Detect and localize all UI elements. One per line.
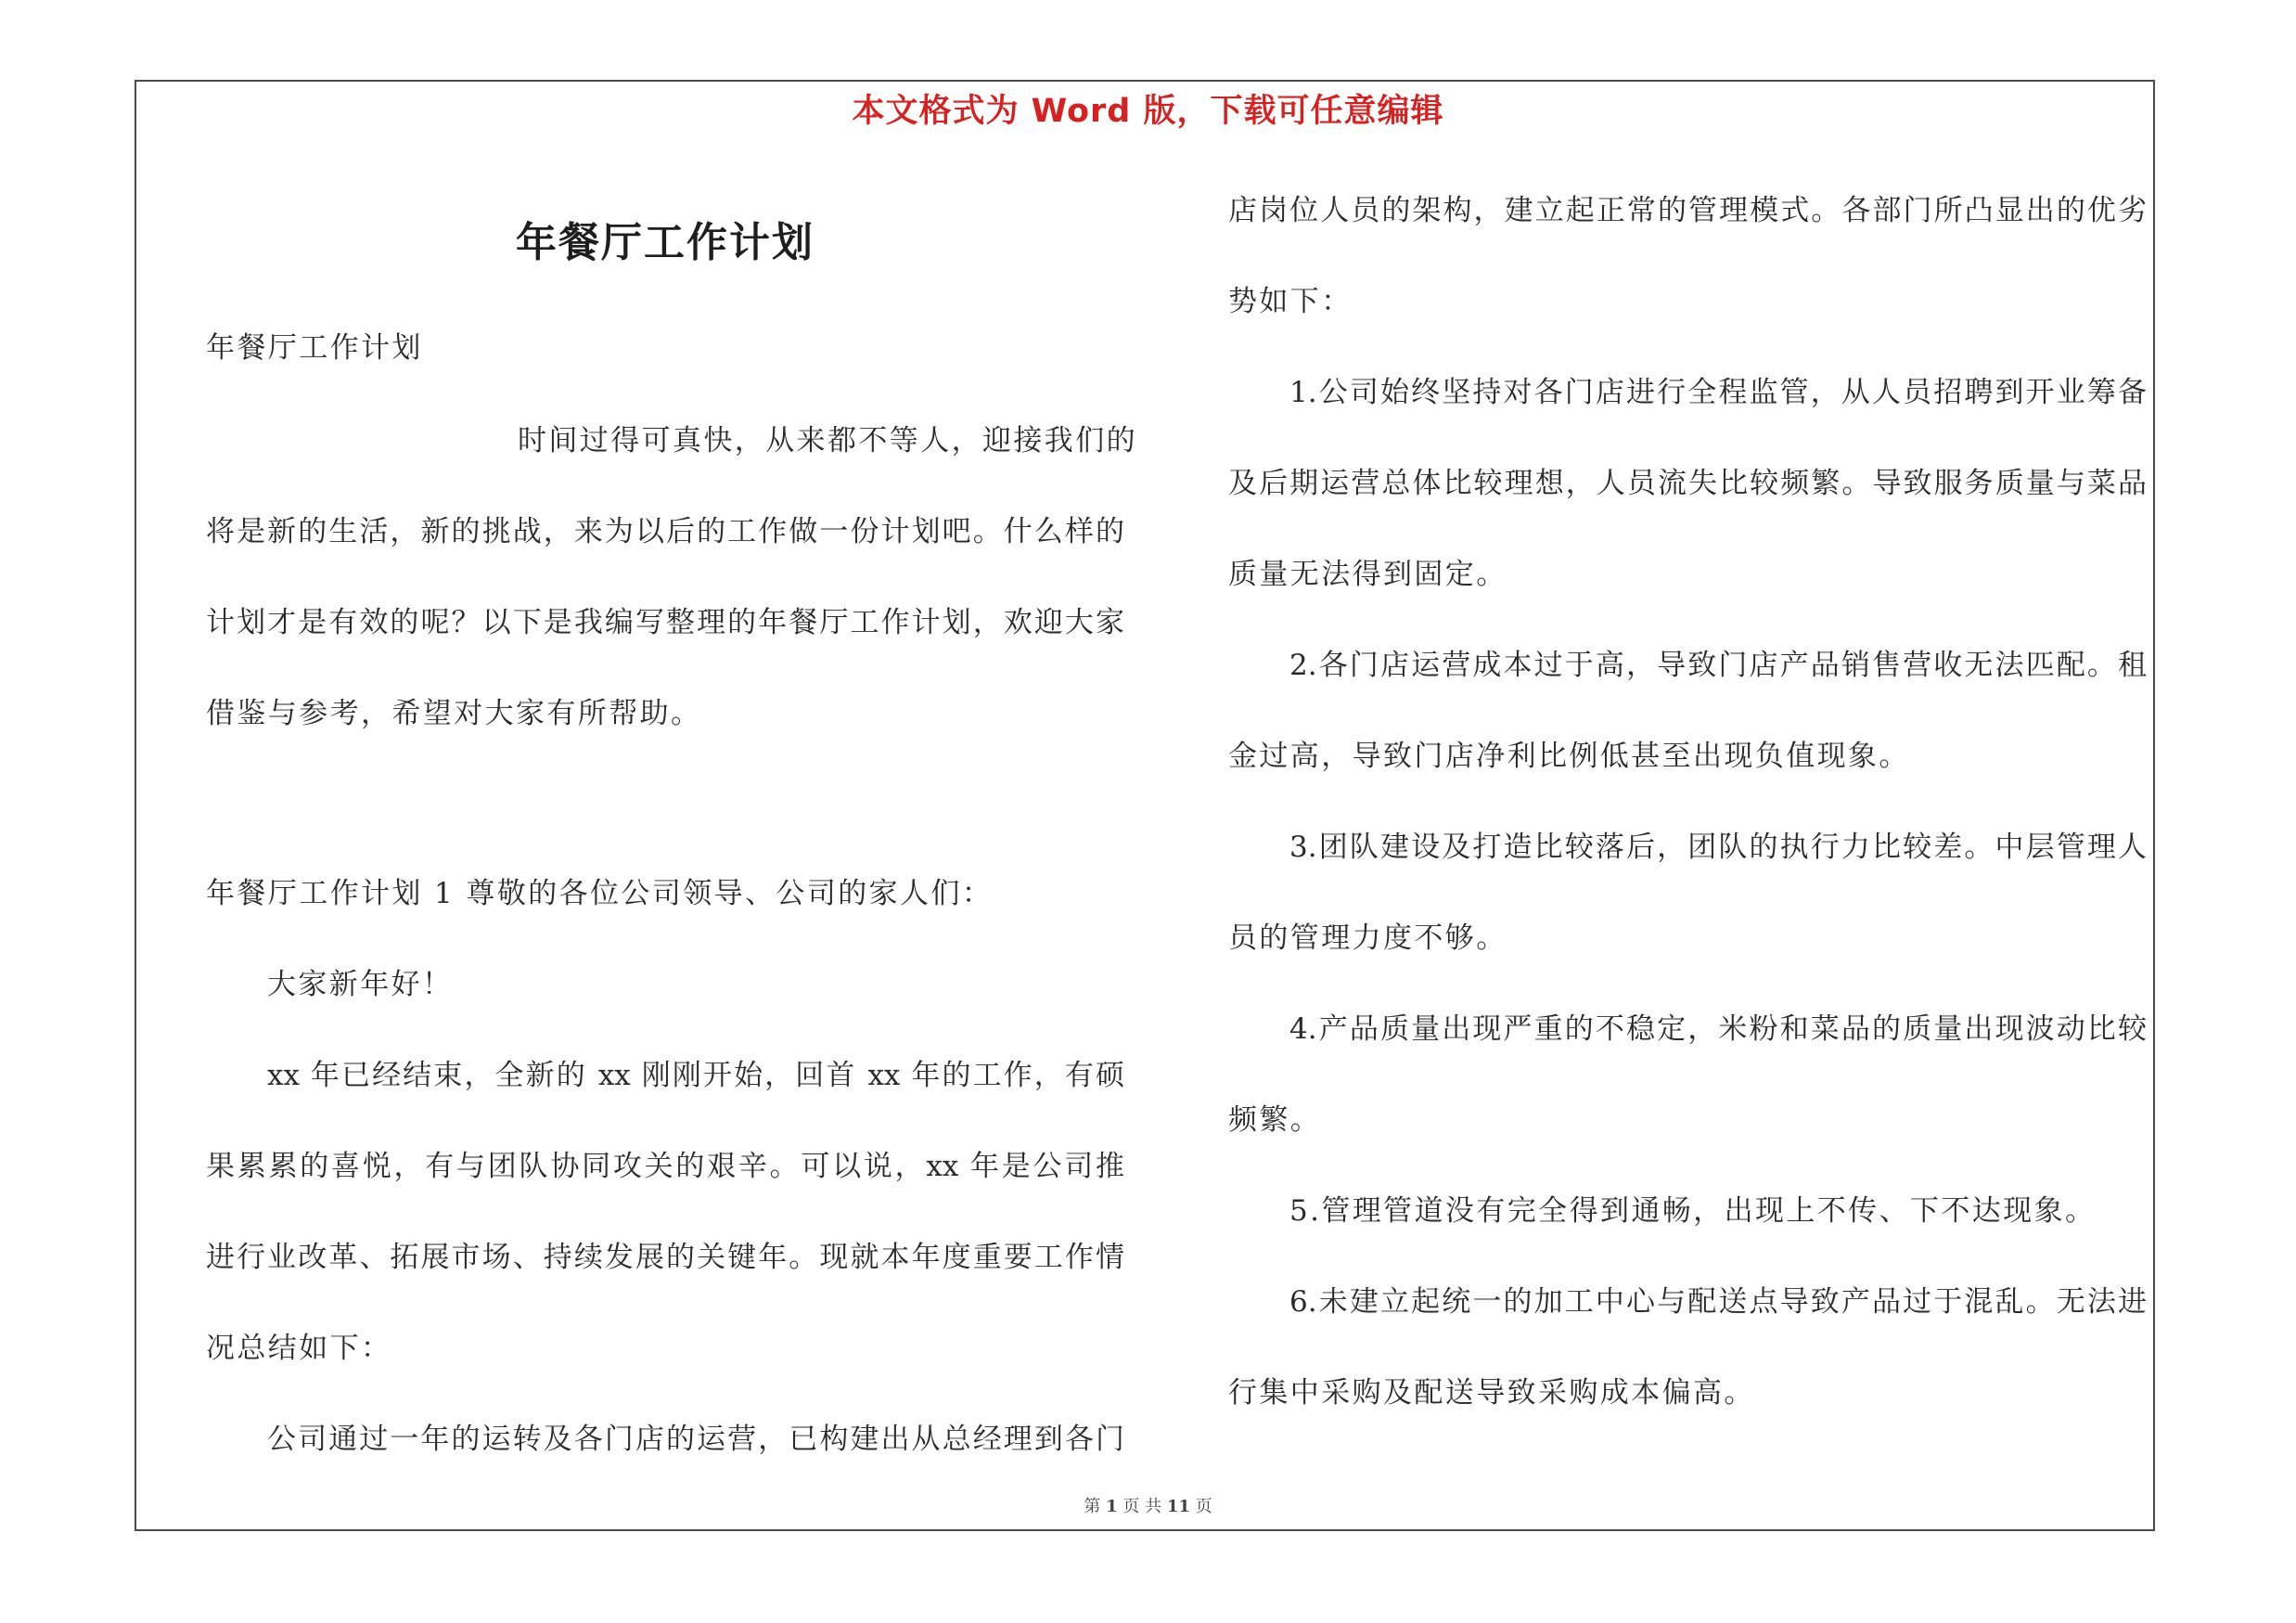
paragraph-line: 4.产品质量出现严重的不稳定，米粉和菜品的质量出现波动比较 (1289, 1012, 2147, 1046)
paragraph-line: 将是新的生活，新的挑战，来为以后的工作做一份计划吧。什么样的 (206, 515, 1124, 548)
paragraph-line: 公司通过一年的运转及各门店的运营，已构建出从总经理到各门 (267, 1423, 1124, 1456)
paragraph-line: 及后期运营总体比较理想，人员流失比较频繁。导致服务质量与菜品 (1228, 467, 2147, 500)
paragraph-line: 2.各门店运营成本过于高，导致门店产品销售营收无法匹配。租 (1289, 649, 2147, 682)
paragraph-line: 年餐厅工作计划 1 尊敬的各位公司领导、公司的家人们： (206, 877, 994, 910)
paragraph-line: 势如下： (1228, 285, 1353, 318)
paragraph-line: 员的管理力度不够。 (1228, 921, 1507, 955)
paragraph-line: xx 年已经结束，全新的 xx 刚刚开始，回首 xx 年的工作，有硕 (267, 1059, 1124, 1092)
paragraph-line: 时间过得可真快，从来都不等人，迎接我们的 (518, 424, 1137, 457)
paragraph-line: 频繁。 (1228, 1103, 1322, 1137)
paragraph-line: 借鉴与参考，希望对大家有所帮助。 (206, 697, 702, 730)
page-footer (0, 1493, 2296, 1517)
word-format-banner: 本文格式为 Word 版，下载可任意编辑 (852, 93, 1444, 130)
paragraph-line: 6.未建立起统一的加工中心与配送点导致产品过于混乱。无法进 (1289, 1285, 2147, 1319)
paragraph-line: 金过高，导致门店净利比例低甚至出现负值现象。 (1228, 740, 1910, 773)
paragraph-line: 进行业改革、拓展市场、持续发展的关键年。现就本年度重要工作情 (206, 1241, 1124, 1274)
paragraph-line: 质量无法得到固定。 (1228, 558, 1507, 591)
paragraph-line: 果累累的喜悦，有与团队协同攻关的艰辛。可以说，xx 年是公司推 (206, 1150, 1124, 1183)
footer-suffix: 页 (1195, 1497, 1212, 1516)
paragraph-line: 1.公司始终坚持对各门店进行全程监管，从人员招聘到开业筹备 (1289, 376, 2147, 409)
paragraph-line: 3.团队建设及打造比较落后，团队的执行力比较差。中层管理人 (1289, 831, 2147, 864)
current-page-number: 1 (1106, 1497, 1118, 1516)
paragraph-line: 店岗位人员的架构，建立起正常的管理模式。各部门所凸显出的优劣 (1228, 194, 2147, 227)
paragraph-line: 大家新年好！ (267, 968, 454, 1001)
paragraph-line: 5.管理管道没有完全得到通畅，出现上不传、下不达现象。 (1289, 1194, 2097, 1228)
footer-prefix: 第 (1084, 1497, 1101, 1516)
paragraph-line: 行集中采购及配送导致采购成本偏高。 (1228, 1376, 1755, 1410)
total-page-count: 11 (1166, 1497, 1190, 1516)
paragraph-line: 况总结如下： (206, 1332, 392, 1365)
paragraph-line: 年餐厅工作计划 (206, 331, 423, 365)
footer-middle: 页 共 (1122, 1497, 1162, 1516)
paragraph-line: 计划才是有效的呢？以下是我编写整理的年餐厅工作计划，欢迎大家 (206, 606, 1124, 639)
document-title: 年餐厅工作计划 (516, 219, 815, 266)
